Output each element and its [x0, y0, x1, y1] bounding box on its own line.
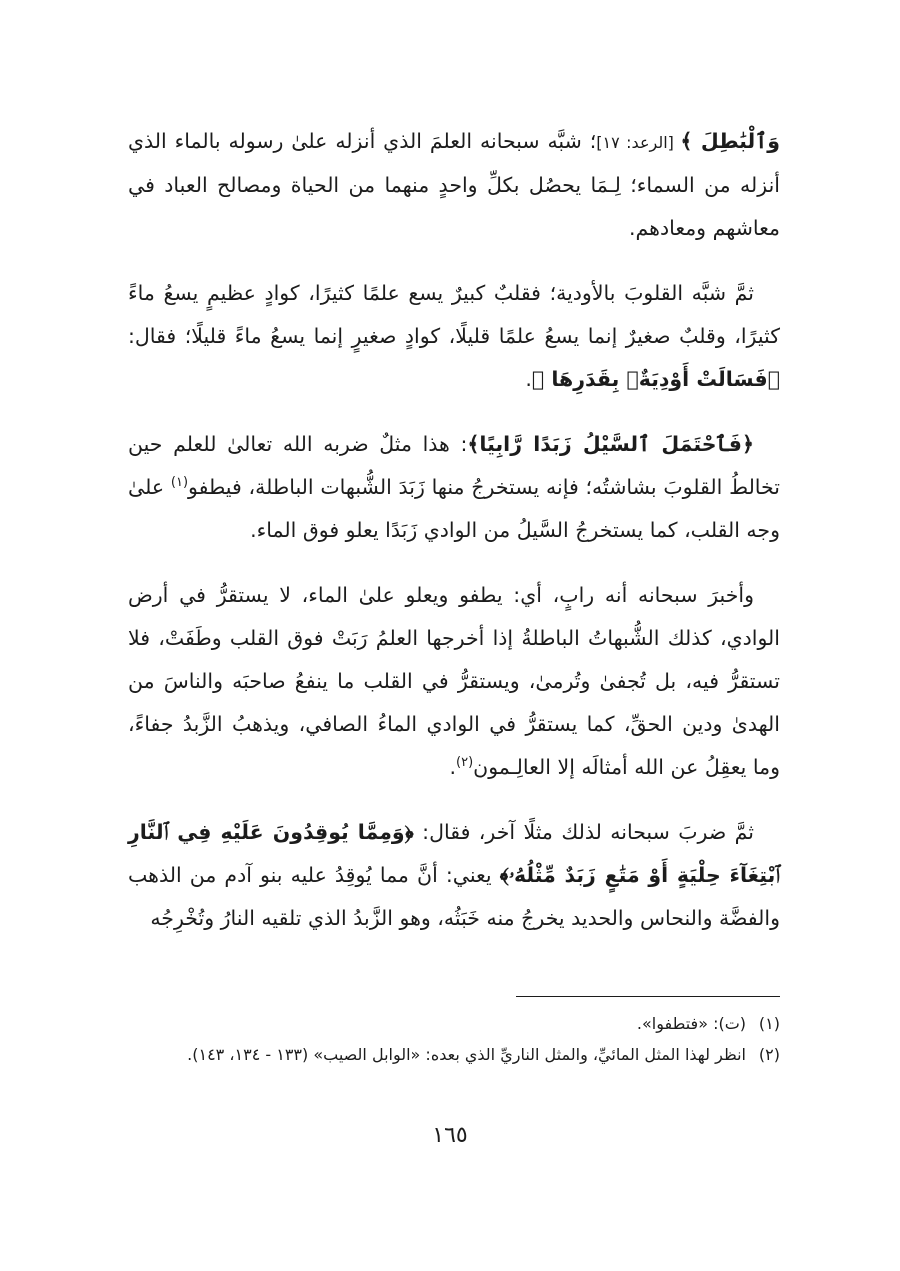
paragraph-2 [128, 272, 780, 401]
footnote-divider [516, 996, 780, 997]
footnote-2 [128, 1039, 780, 1070]
paragraph-text: وأخبرَ سبحانه أنه رابٍ، أي: يطفو ويعلو علىٰ الماء، لا يستقرُّ في أرض الوادي، كذلك الشُّبهاتُ الباطلةُ إذا أخرجها العلمُ رَبَتْ فوق القلب وطَفَتْ، فلا تستقرُّ فيه، بل تُجفىٰ وتُرمىٰ، ويستقرُّ في القلب ما ينفعُ صاحبَه والناسَ من الهدىٰ ودين الحقِّ، كما يستقرُّ في الوادي الماءُ الصافي، ويذهبُ الزَّبدُ جفاءً، وما يعقِلُ عن الله أمثالَه إلا العالِـمون [128, 583, 780, 779]
footnote-text: انظر لهذا المثل المائيِّ، والمثل الناريِّ الذي بعده: «الوابل الصيب» (١٣٣ - ١٣٤، ١٤٣). [187, 1045, 746, 1064]
quran-quote: ﴿فَٱحْتَمَلَ ٱلسَّيْلُ زَبَدًا رَّابِيًا﴾ [467, 432, 754, 456]
paragraph-text: ثمَّ ضربَ سبحانه لذلك مثلًا آخر، فقال: [413, 820, 754, 844]
quran-quote: ﴿وَمِمَّا يُوقِدُونَ عَلَيْهِ فِي ٱلنَّارِ ٱبْتِغَآءَ حِلْيَةٍ أَوْ مَتَٰعٍ زَبَدٌ مِّثْلُهُۥ﴾ [128, 820, 780, 887]
body-text [128, 120, 780, 962]
footnote-marker[interactable]: (١) [170, 475, 189, 491]
paragraph-5 [128, 811, 780, 940]
paragraph-4 [128, 574, 780, 789]
paragraph-text: ثمَّ شبَّه القلوبَ بالأودية؛ فقلبٌ كبيرٌ يسع علمًا كثيرًا، كوادٍ عظيمٍ يسعُ ماءً كثيرًا، وقلبٌ صغيرٌ إنما يسعُ علمًا قليلًا، كوادٍ صغيرٍ إنما يسعُ ماءً قليلًا؛ فقال: [128, 281, 780, 348]
footnote-number: (٢) [758, 1045, 780, 1064]
page-number: ١٦٥ [432, 1123, 468, 1148]
footnote-marker[interactable]: (٢) [456, 755, 474, 771]
verse-reference: [الرعد: ١٧] [596, 133, 681, 152]
paragraph-text-continued: علىٰ وجه القلب، كما يستخرجُ السَّيلُ من الوادي زَبَدًا يعلو فوق الماء. [128, 475, 780, 542]
quran-quote: ﴿فَسَالَتْ أَوْدِيَةٌۢ بِقَدَرِهَا ﴾ [531, 367, 780, 391]
paragraph-end: . [449, 755, 457, 779]
paragraph-text-continued: يعني: أنَّ مما يُوقِدُ عليه بنو آدم من الذهب والفضَّة والنحاس والحديد يخرجُ منه خَبَثُه، وهو الزَّبدُ الذي تلقيه النارُ وتُخْرِجُه [128, 863, 780, 930]
footnote-1 [128, 1008, 780, 1039]
paragraph-text: ؛ شبَّه سبحانه العلمَ الذي أنزله علىٰ رسوله بالماء الذي أنزله من السماء؛ لِـمَا يحصُل بكلِّ واحدٍ منهما من الحياة ومصالح العباد في معاشهم ومعادهم. [128, 129, 780, 240]
quran-quote: وَٱلْبَٰطِلَ ﴾ [680, 129, 780, 153]
footnote-number: (١) [758, 1014, 780, 1033]
footnote-text: (ت): «فتطفوا». [636, 1014, 746, 1033]
paragraph-text: : هذا مثلٌ ضربه الله تعالىٰ للعلم حين تخالطُ القلوبَ بشاشتُه؛ فإنه يستخرجُ منها زَبَدَ الشُّبهات الباطلة، فيطفو [128, 432, 780, 499]
footnotes [128, 1008, 780, 1070]
paragraph-end: . [525, 367, 532, 391]
paragraph-3 [128, 423, 780, 552]
paragraph-1 [128, 120, 780, 250]
